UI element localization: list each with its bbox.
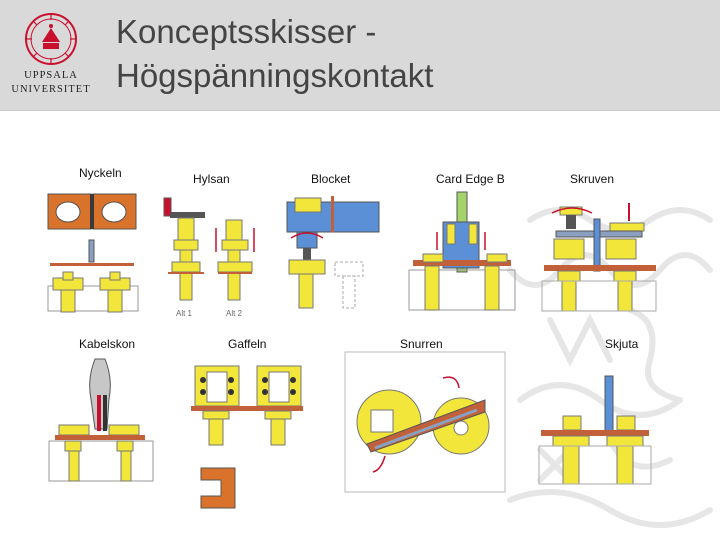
slide-title-line2: Högspänningskontakt [116,57,434,94]
university-seal-icon [10,12,92,72]
sketch-snurren [345,352,505,492]
header-divider [0,110,720,111]
sketch-label-skruven: Skruven [570,172,615,186]
sketch-kabelskon [45,355,155,485]
sketch-label-skjuta: Skjuta [605,337,639,351]
sketch-label-card-edge-b: Card Edge B [436,172,505,186]
slide-title-line1: Konceptsskisser - [116,13,377,50]
sketch-skruven [540,195,660,313]
logo-text-line1: UPPSALA [24,70,78,81]
slide-title [116,10,433,98]
sketch-label-gaffeln: Gaffeln [228,337,267,351]
hylsan-note-alt1: Alt 1 [176,309,193,318]
hylsan-note-alt2: Alt 2 [226,309,243,318]
sketch-skjuta [535,372,655,487]
sketch-label-hylsan: Hylsan [193,172,230,186]
sketch-card-edge-b [405,188,520,314]
sketch-hylsan [160,190,270,325]
sketch-label-blocket: Blocket [311,172,351,186]
slide-header [0,0,720,110]
uppsala-university-logo [10,12,92,102]
sketch-label-kabelskon: Kabelskon [79,337,136,351]
sketch-blocket [283,192,388,312]
sketch-nyckeln [45,190,140,315]
logo-text-line2: UNIVERSITET [11,84,91,95]
sketch-gaffeln [185,358,310,513]
sketch-label-nyckeln: Nyckeln [79,166,122,180]
sketch-label-snurren: Snurren [400,337,443,351]
